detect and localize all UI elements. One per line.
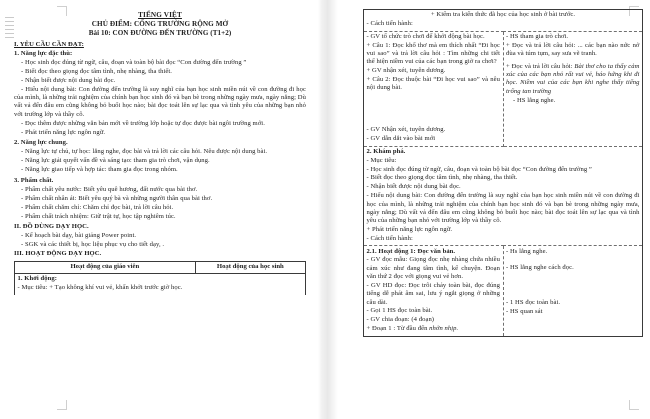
teacher-activity-last-line xyxy=(367,325,501,333)
table-cell-warmup xyxy=(15,274,306,295)
requirement-item: - Học sinh đọc đúng từ ngữ, câu, đoạn và toàn bộ bài đọc “Con đường đến trường ” xyxy=(21,58,247,66)
page-right xyxy=(338,0,650,419)
crop-mark-bottom-right xyxy=(629,400,639,410)
teacher-activity-line: - GV chia đoạn: (4 đoạn) xyxy=(366,316,435,324)
teacher-activity-line: - GV HD đọc: Đọc trôi chảy toàn bài, đọc đúng tiếng dễ phát âm sai, lưu ý ngắt giọng ở những câu dài. xyxy=(366,281,500,306)
student-activity-answer xyxy=(506,63,640,96)
warmup-method-line: - Cách tiến hành: xyxy=(366,20,413,28)
section-1-sub-3-title: 3. Phẩm chất. xyxy=(14,176,54,184)
student-activity-line: + Đọc và trả lời câu hỏi: ... các bạn nào nức nở đùa và túm tụm, say sưa vẽ tranh. xyxy=(506,41,640,57)
teacher-activity-line: + Câu 2: Đọc thuộc bài “Đi học vui sao” và nêu nội dung bài. xyxy=(366,76,500,92)
table-header-row xyxy=(15,261,306,273)
teacher-activity-line: - GV tổ chức trò chơi để khởi động bài học. xyxy=(366,32,485,40)
section-1-sub-1-title: 1. Năng lực đặc thù: xyxy=(14,49,73,57)
page-left-content xyxy=(14,0,306,295)
printer-dot-marker xyxy=(5,17,14,39)
khampha-line: - Học sinh đọc đúng từ ngữ, câu, đoạn và toàn bộ bài đọc “Con đường đến trường ” xyxy=(366,165,592,173)
table-cell-warmup-continued xyxy=(364,10,643,32)
khampha-title: 2. Khám phá. xyxy=(366,147,406,155)
requirement-item: - Biết đọc theo giọng đọc tâm tình, nhẹ nhàng, tha thiết. xyxy=(21,67,172,75)
student-activity-line: - HS quan sát xyxy=(506,308,543,316)
requirement-item: - Hiểu nội dung bài: Con đường đến trường là suy nghĩ của bạn học sinh miền núi về con đường đi học của mình, là những trải nghiệm của chính bạn học sinh đó và bạn bè trong những ngày mưa, ngày nắng; Dù vất vả đến đâu em cũng không bỏ buổi học nào; bài đọc toát lên sự lạc qua và tình yêu của những bạn nhỏ với trường lớp và thầy cô. xyxy=(14,85,306,118)
general-competency-item: - Năng lực giao tiếp và hợp tác: tham gia đọc trong nhóm. xyxy=(21,166,178,174)
teaching-equipment-item: - SGK và các thiết bị, học liệu phục vụ cho tiết dạy, . xyxy=(21,241,165,249)
section-2-title: II. ĐỒ DÙNG DẠY HỌC. xyxy=(14,223,89,231)
student-activity-line: - HS lắng nghe. xyxy=(513,96,556,104)
warmup-goal: - Mục tiêu: + Tạo không khí vui vẻ, khấn khởi trước giờ học. xyxy=(17,284,183,292)
teacher-activity-line: + Câu 1: Đọc khổ thơ mà em thích nhất “Đi học vui sao” và trả lời câu hỏi : Tìm những chi tiết thể hiện niềm vui của các bạn trong giờ ra chơi? xyxy=(366,41,500,66)
page-right-content xyxy=(363,0,643,337)
table-cell-teacher-warmup xyxy=(364,31,504,146)
section-3-title: III. HOẠT ĐỘNG DẠY HỌC. xyxy=(14,250,102,258)
requirement-item: - Đọc thêm được những văn bản mới về trường lớp hoặc tự đọc được bài ngôi trường mới. xyxy=(21,119,265,127)
teacher-activity-line: - Gọi 1 HS đọc toàn bài. xyxy=(366,307,433,315)
table-row xyxy=(364,31,643,146)
warmup-check-line: + Kiểm tra kiến thức đã học của học sinh ở bài trước. xyxy=(430,11,576,19)
table-row xyxy=(364,10,643,32)
teacher-activity-line: - GV đọc mẫu: Giọng đọc nhẹ nhàng chứa nhiều cảm xúc như đang tâm tình, kể chuyện. Đoạn văn thứ 2 đọc với giọng vui vẻ hơn. xyxy=(366,256,500,281)
table-header-student: Hoạt động của học sinh xyxy=(195,261,305,273)
section-1-sub-2-title: 2. Năng lực chung. xyxy=(14,139,68,147)
lesson-title: Bài 10: CON ĐƯỜNG ĐẾN TRƯỜNG (T1+2) xyxy=(88,28,232,37)
subject-title: TIẾNG VIỆT xyxy=(138,11,182,19)
warmup-title: 1. Khởi động: xyxy=(17,275,58,283)
teacher-activity-line: + GV nhận xét, tuyên dương. xyxy=(366,67,446,75)
table-row xyxy=(364,246,643,336)
table-row xyxy=(15,274,306,295)
crop-mark-bottom-left xyxy=(57,400,67,410)
teacher-activity-line: - GV Nhận xét, tuyên dương. xyxy=(366,126,446,134)
segment-italic: nhởn nhịp. xyxy=(429,325,459,333)
khampha-line: - Hiểu nội dung bài: Con đường đến trường là suy nghĩ của bạn học sinh miền núi về con đường đi học của mình, là những trải nghiệm của chính bạn học sinh đó và bạn bè trong những ngày mưa, ngày nắng; Dù vất vả đến đâu em cũng không bỏ buổi học nào; bài đọc toát lên sự lạc qua và tình yêu của những bạn nhỏ với trường lớp và thầy cô. xyxy=(366,192,640,225)
student-activity-line: - 1 HS đọc toàn bài. xyxy=(506,299,561,307)
page-gutter xyxy=(318,0,338,419)
requirement-item: - Nhận biết được nội dung bài đọc. xyxy=(21,76,116,84)
table-cell-student-warmup xyxy=(503,31,643,146)
khampha-line: - Cách tiến hành: xyxy=(366,234,413,242)
activity-table-right xyxy=(363,9,643,337)
student-activity-line: - HS tham gia trò chơi. xyxy=(506,32,569,40)
khampha-line: + Phát triển năng lực ngôn ngữ. xyxy=(366,226,453,233)
table-cell-teacher-hoatdong1 xyxy=(364,246,504,336)
table-header-teacher: Hoạt động của giáo viên xyxy=(15,261,196,273)
requirement-item: - Phát triển năng lực ngôn ngữ. xyxy=(21,128,106,136)
khampha-line: - Mục tiêu: xyxy=(366,156,397,164)
khampha-line: - Biết đọc theo giọng đọc tâm tình, nhẹ nhàng, tha thiết. xyxy=(366,174,518,182)
general-competency-item: - Năng lực giải quyết vấn đề và sáng tạo: tham gia trò chơi, vận dụng. xyxy=(21,157,210,165)
student-activity-line: - HS lắng nghe cách đọc. xyxy=(506,264,574,272)
page-left xyxy=(0,0,318,419)
teaching-equipment-item: - Kế hoạch bài dạy, bài giảng Power point. xyxy=(21,232,137,240)
table-cell-student-hoatdong1 xyxy=(503,246,643,336)
student-answer-italic: Bài thơ cho ta thấy cảm xúc của các bạn nhỏ rất vui vẻ, háo hứng khi đi học. Niềm vui của các bạn khi nghe thấy tiếng trống tan trường xyxy=(506,62,640,95)
quality-item: - Phẩm chất nhân ái: Biết yêu quý bà và những người thân qua bài thơ. xyxy=(21,194,213,202)
table-row xyxy=(364,146,643,246)
theme-title: CHỦ ĐIỂM: CỔNG TRƯỜNG RỘNG MỞ xyxy=(91,19,229,28)
quality-item: - Phẩm chất chăm chỉ: Chăm chỉ đọc bài, trả lời câu hỏi. xyxy=(21,203,174,211)
teacher-activity-line: - GV dẫn dắt vào bài mới xyxy=(366,135,436,143)
khampha-line: - Nhận biết được nội dung bài đọc. xyxy=(366,183,461,191)
segment-prefix: + Đoạn 1 : Từ đầu đến xyxy=(366,325,430,333)
general-competency-item: - Năng lực tự chủ, tự học: lắng nghe, đọc bài và trả lời các câu hỏi. Nêu được nội dung bài. xyxy=(21,148,268,156)
student-activity-line: - Hs lắng nghe. xyxy=(506,247,548,255)
section-1-title: I. YÊU CẦU CẦN ĐẠT: xyxy=(14,41,84,48)
student-answer-intro: + Đọc và trả lời câu hỏi: xyxy=(506,62,575,70)
quality-item: - Phẩm chất yêu nước: Biết yêu quê hương, đất nước qua bài thơ. xyxy=(21,185,198,193)
activity-table-left xyxy=(14,261,306,295)
hoatdong1-title: 2.1. Hoạt động 1: Đọc văn bản. xyxy=(366,247,456,255)
table-cell-khampha xyxy=(364,146,643,246)
quality-item: - Phẩm chất trách nhiệm: Giữ trật tự, học tập nghiêm túc. xyxy=(21,212,176,220)
